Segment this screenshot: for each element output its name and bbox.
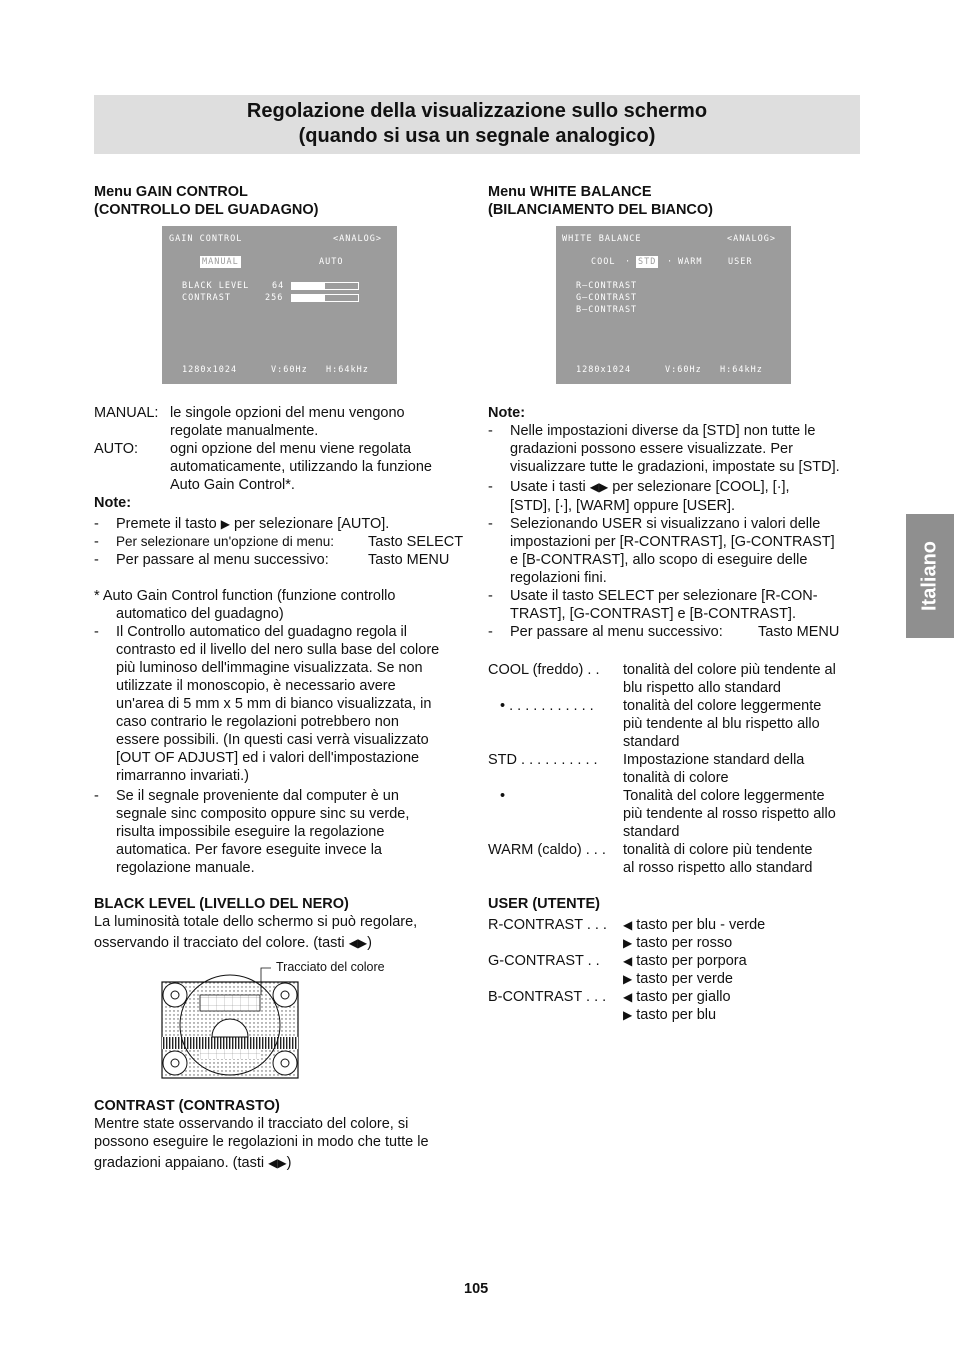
wb-note-5b: Tasto MENU (758, 624, 840, 640)
osd-option-auto: AUTO (319, 257, 344, 267)
wb-note-2-l1: Usate i tasti ◀▶ per selezionare [COOL], [·], (510, 479, 790, 495)
r-contrast-term: R-CONTRAST . . . (488, 917, 607, 933)
white-balance-heading: Menu WHITE BALANCE (488, 184, 652, 200)
osd-black-level-label: BLACK LEVEL (182, 281, 250, 291)
osd-contrast-bar (291, 294, 359, 302)
osd-vfreq: V:60Hz (271, 365, 308, 375)
r-contrast-left: ◀ tasto per blu - verde (623, 917, 766, 933)
b-contrast-right: ▶ tasto per blu (623, 1007, 717, 1023)
black-level-text-2: osservando il tracciato del colore. (tasti ◀▶) (94, 935, 372, 951)
left-arrow-icon: ◀ (623, 954, 633, 968)
osd-signal: <ANALOG> (727, 234, 776, 244)
right-arrow-icon: ▶ (623, 1008, 633, 1022)
osd-contrast-value: 256 (265, 293, 284, 303)
g-contrast-term: G-CONTRAST . . (488, 953, 600, 969)
dot2-desc-2: più tendente al rosso rispetto allo (623, 806, 836, 822)
osd-contrast-label: CONTRAST (182, 293, 231, 303)
bullet-dash: - (94, 624, 99, 640)
osd-option-user: USER (728, 257, 753, 267)
bullet-dash: - (488, 479, 493, 495)
left-note-3a: Per passare al menu successivo: (116, 552, 329, 568)
osd-black-level-value: 64 (272, 281, 285, 291)
osd-option-warm: WARM (678, 257, 703, 267)
auto-gain-bullet-1-l2: contrasto ed il livello del nero sulla base del colore (116, 642, 440, 658)
osd-resolution: 1280x1024 (576, 365, 632, 375)
g-contrast-left: ◀ tasto per porpora (623, 953, 747, 969)
std-desc-2: tonalità di colore (623, 770, 729, 786)
osd-option-dot-1: · (625, 257, 632, 267)
dot2-term: • (500, 788, 506, 804)
wb-note-3-l3: e [B-CONTRAST], allo scopo di eseguire delle (510, 552, 808, 568)
right-note-title: Note: (488, 405, 526, 421)
right-arrow-icon: ▶ (623, 936, 633, 950)
auto-gain-bullet-1-l6: caso contrario le regolazioni potrebbero non (116, 714, 399, 730)
osd-black-level-fill (292, 283, 325, 289)
black-level-heading: BLACK LEVEL (LIVELLO DEL NERO) (94, 896, 349, 912)
user-heading: USER (UTENTE) (488, 896, 600, 912)
color-pattern-figure (160, 965, 300, 1080)
warm-term: WARM (caldo) . . . (488, 842, 606, 858)
wb-note-3-l4: regolazioni fini. (510, 570, 607, 586)
manual-desc-2: regolate manualmente. (170, 423, 319, 439)
osd-g-contrast: G–CONTRAST (576, 293, 638, 303)
language-tab-label: Italiano (918, 540, 941, 612)
bullet-dash: - (488, 516, 493, 532)
dot1-desc-2: più tendente al blu rispetto allo (623, 716, 820, 732)
white-balance-osd (556, 226, 791, 384)
osd-hfreq: H:64kHz (720, 365, 763, 375)
contrast-text-3: gradazioni appaiano. (tasti ◀▶) (94, 1155, 292, 1171)
bullet-dash: - (488, 624, 493, 640)
osd-r-contrast: R–CONTRAST (576, 281, 638, 291)
bullet-dash: - (94, 788, 99, 804)
dot1-desc-1: tonalità del colore leggermente (623, 698, 822, 714)
cool-term: COOL (freddo) . . (488, 662, 600, 678)
wb-note-1-l3: visualizzare tutte le gradazioni, impostate su [STD]. (510, 459, 840, 475)
osd-option-dot-2: · (667, 257, 674, 267)
auto-gain-bullet-2-l2: segnale sinc composito oppure sinc su verde, (116, 806, 410, 822)
auto-gain-bullet-1-l1: Il Controllo automatico del guadagno regola il (116, 624, 407, 640)
bullet-dash: - (488, 588, 493, 604)
osd-option-std: STD (638, 257, 657, 267)
wb-note-4-l2: TRAST], [G-CONTRAST] e [B-CONTRAST]. (510, 606, 796, 622)
warm-desc-1: tonalità di colore più tendente (623, 842, 813, 858)
wb-note-5a: Per passare al menu successivo: (510, 624, 723, 640)
left-right-arrows-icon: ◀▶ (348, 936, 368, 950)
gain-control-subheading: (CONTROLLO DEL GUADAGNO) (94, 202, 319, 218)
r-contrast-right: ▶ tasto per rosso (623, 935, 733, 951)
page-title: Regolazione della visualizzazione sullo schermo (246, 100, 708, 122)
wb-note-3-l1: Selezionando USER si visualizzano i valori delle (510, 516, 821, 532)
pattern-caption: Tracciato del colore (276, 960, 385, 974)
black-level-text-1: La luminosità totale dello schermo si può regolare, (94, 914, 418, 930)
right-arrow-icon: ▶ (220, 517, 231, 531)
osd-title: GAIN CONTROL (169, 234, 243, 244)
left-right-arrows-icon: ◀▶ (589, 480, 609, 494)
gain-control-osd (162, 226, 397, 384)
left-note-3b: Tasto MENU (368, 552, 450, 568)
osd-black-level-bar (291, 282, 359, 290)
page-subtitle: (quando si usa un segnale analogico) (298, 125, 656, 147)
osd-contrast-fill (292, 295, 325, 301)
dot1-term: • . . . . . . . . . . . (500, 698, 594, 714)
wb-note-3-l2: impostazioni per [R-CONTRAST], [G-CONTRAST] (510, 534, 835, 550)
osd-option-cool: COOL (591, 257, 616, 267)
auto-gain-bullet-2-l1: Se il segnale proveniente dal computer è un (116, 788, 399, 804)
left-arrow-icon: ◀ (623, 990, 633, 1004)
auto-gain-bullet-2-l3: risulta impossibile eseguire la regolazione (116, 824, 385, 840)
warm-desc-2: al rosso rispetto allo standard (623, 860, 813, 876)
auto-gain-footnote-2: automatico del guadagno) (116, 606, 284, 622)
wb-note-1-l2: gradazioni possono essere visualizzate. Per (510, 441, 793, 457)
title-band (94, 95, 860, 154)
contrast-text-2: possono eseguire le regolazioni in modo che tutte le (94, 1134, 429, 1150)
left-note-1: Premete il tasto ▶ per selezionare [AUTO]. (116, 516, 390, 532)
left-note-title: Note: (94, 495, 132, 511)
cool-desc-1: tonalità del colore più tendente al (623, 662, 836, 678)
right-arrow-icon: ▶ (623, 972, 633, 986)
contrast-text-1: Mentre state osservando il tracciato del colore, si (94, 1116, 409, 1132)
dot1-desc-3: standard (623, 734, 680, 750)
osd-signal: <ANALOG> (333, 234, 382, 244)
dot2-desc-3: standard (623, 824, 680, 840)
auto-gain-bullet-1-l4: utilizzate il monoscopio, è necessario avere (116, 678, 396, 694)
auto-gain-bullet-2-l5: regolazione manuale. (116, 860, 255, 876)
std-term: STD . . . . . . . . . . (488, 752, 598, 768)
b-contrast-left: ◀ tasto per giallo (623, 989, 731, 1005)
left-note-2b: Tasto SELECT (368, 534, 464, 550)
page-number: 105 (464, 1281, 489, 1297)
left-note-2a: Per selezionare un'opzione di menu: (116, 534, 334, 549)
auto-desc-2: automaticamente, utilizzando la funzione (170, 459, 432, 475)
auto-gain-bullet-1-l5: un'area di 5 mm x 5 mm di bianco visualizzata, in (116, 696, 432, 712)
bullet-dash: - (488, 423, 493, 439)
bullet-dash: - (94, 552, 99, 568)
bullet-dash: - (94, 534, 99, 550)
osd-title: WHITE BALANCE (562, 234, 642, 244)
auto-gain-bullet-1-l7: essere possibili. (In questi casi verrà visualizzato (116, 732, 429, 748)
osd-resolution: 1280x1024 (182, 365, 238, 375)
cool-desc-2: blu rispetto allo standard (623, 680, 781, 696)
osd-option-manual: MANUAL (202, 257, 239, 267)
b-contrast-term: B-CONTRAST . . . (488, 989, 607, 1005)
auto-gain-bullet-1-l9: rimarranno invariati.) (116, 768, 249, 784)
std-desc-1: Impostazione standard della (623, 752, 805, 768)
wb-note-1-l1: Nelle impostazioni diverse da [STD] non tutte le (510, 423, 816, 439)
osd-vfreq: V:60Hz (665, 365, 702, 375)
auto-gain-bullet-1-l3: più luminoso dell'immagine visualizzata. Se non (116, 660, 423, 676)
wb-note-2-l2: [STD], [·], [WARM] oppure [USER]. (510, 498, 736, 514)
wb-note-4-l1: Usate il tasto SELECT per selezionare [R-CON- (510, 588, 818, 604)
auto-gain-bullet-1-l8: [OUT OF ADJUST] ed i valori dell'impostazione (116, 750, 420, 766)
manual-desc-1: le singole opzioni del menu vengono (170, 405, 405, 421)
gain-control-heading: Menu GAIN CONTROL (94, 184, 248, 200)
bullet-dash: - (94, 516, 99, 532)
auto-desc-1: ogni opzione del menu viene regolata (170, 441, 412, 457)
contrast-heading: CONTRAST (CONTRASTO) (94, 1098, 280, 1114)
osd-hfreq: H:64kHz (326, 365, 369, 375)
dot2-desc-1: Tonalità del colore leggermente (623, 788, 825, 804)
osd-b-contrast: B–CONTRAST (576, 305, 638, 315)
left-right-arrows-icon: ◀▶ (268, 1156, 287, 1170)
auto-gain-bullet-2-l4: automatica. Per favore eseguite invece la (116, 842, 382, 858)
language-tab (906, 514, 954, 638)
manual-term: MANUAL: (94, 405, 159, 421)
g-contrast-right: ▶ tasto per verde (623, 971, 733, 987)
auto-gain-footnote-1: * Auto Gain Control function (funzione controllo (94, 588, 396, 604)
auto-term: AUTO: (94, 441, 139, 457)
white-balance-subheading: (BILANCIAMENTO DEL BIANCO) (488, 202, 714, 218)
auto-desc-3: Auto Gain Control*. (170, 477, 295, 493)
left-arrow-icon: ◀ (623, 918, 633, 932)
